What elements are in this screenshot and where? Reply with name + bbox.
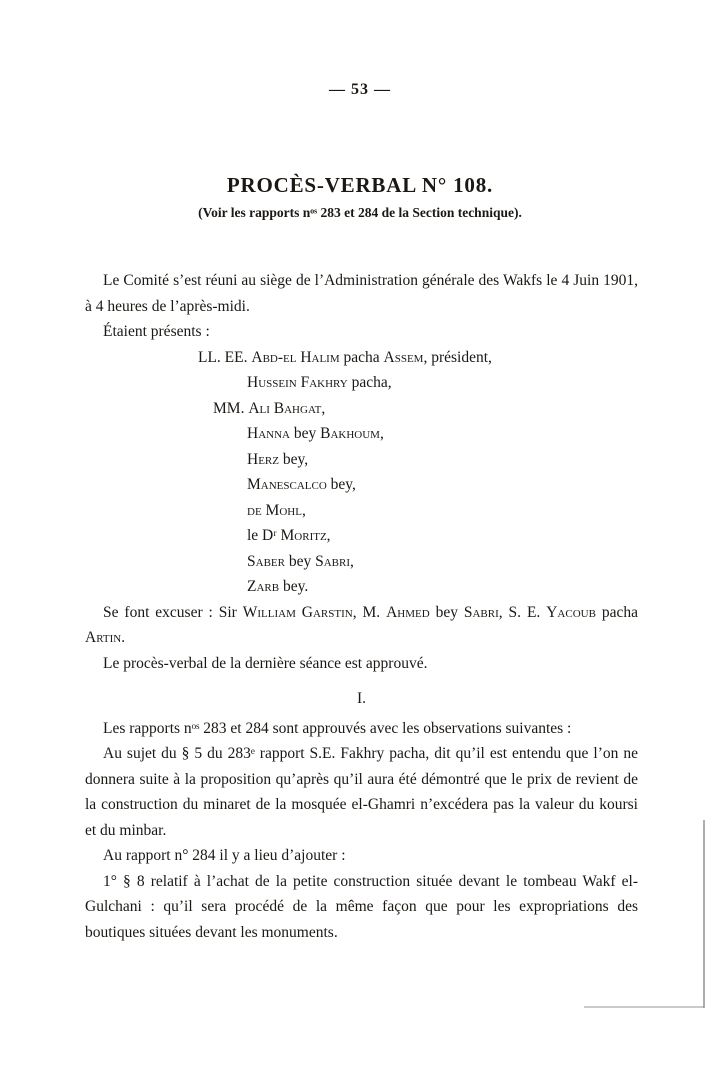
text-segment: Hussein Fakhry (247, 374, 348, 391)
text-segment: le Dʳ (247, 527, 281, 544)
text-segment: Ali Bahgat (248, 399, 322, 417)
text-segment: Saber (247, 552, 285, 570)
text-segment: , (350, 552, 354, 570)
text-segment: bey (289, 425, 321, 442)
attendee-line (198, 498, 638, 524)
text-segment: Yacoub (546, 603, 596, 621)
text-segment: bey. (279, 578, 309, 595)
text-segment: Abd-el Halim (251, 348, 340, 366)
attendee-line (198, 396, 638, 422)
text-segment: Artin (85, 629, 122, 646)
attendee-line (198, 523, 638, 549)
page-number: — 53 — (329, 81, 391, 98)
attendee-list (198, 345, 638, 600)
text-segment: Se font excuser : Sir (103, 603, 243, 621)
paragraph-excused (85, 600, 638, 651)
scan-artifact-horizontal-line (584, 1006, 704, 1008)
text-segment: , (379, 425, 384, 442)
page-title: PROCÈS-VERBAL N° 108. (226, 173, 494, 197)
text-segment: , (326, 527, 331, 544)
paragraph-present-label: Étaient présents : (103, 323, 210, 340)
text-segment: , S. E. (498, 603, 547, 621)
text-segment: bey (284, 552, 316, 570)
attendee-line (198, 574, 638, 600)
text-segment: William Garstin (242, 603, 353, 621)
text-segment: bey, (278, 450, 309, 468)
text-segment: bey (429, 603, 464, 621)
text-segment: bey, (326, 476, 356, 493)
attendee-line (198, 345, 638, 371)
text-segment: Sabri (463, 603, 499, 621)
paragraph-minaret: Au sujet du § 5 du 283ᵉ rapport S.E. Fakhry pacha, dit qu’il est entendu que l’on ne donnera suite à la proposition qu’après qu’il aura été démontré que le prix de revient de la construction du minaret de la mosquée el-Ghamri n’excédera pas la valeur du koursi et du minbar. (85, 745, 638, 839)
scan-artifact-vertical-line (703, 820, 705, 1008)
text-segment: Manescalco (247, 476, 327, 493)
text-segment: pacha (339, 348, 384, 366)
paragraph-reports: Les rapports nᵒˢ 283 et 284 sont approuvés avec les observations suivantes : (103, 719, 572, 737)
paragraph-report-284: Au rapport n° 284 il y a lieu d’ajouter : (103, 847, 346, 864)
document-body (85, 268, 638, 945)
text-segment: , (301, 501, 306, 519)
attendee-line (198, 370, 638, 396)
text-segment: Assem (383, 348, 424, 366)
attendee-line (198, 447, 638, 473)
text-segment: Bakhoum (320, 425, 380, 442)
paragraph-approval: Le procès-verbal de la dernière séance est approuvé. (103, 654, 428, 672)
text-segment: pacha (595, 603, 638, 621)
text-segment: , président, (423, 348, 492, 366)
text-segment: , (321, 399, 326, 417)
text-segment: Hanna (247, 425, 290, 442)
text-segment: Zarb (247, 578, 280, 595)
attendee-line (198, 549, 638, 575)
text-segment: , M. (352, 603, 387, 621)
text-segment: Ahmed (386, 603, 430, 621)
text-segment: pacha, (347, 374, 392, 391)
paragraph-gulchani: 1° § 8 relatif à l’achat de la petite construction située devant le tombeau Wakf el-Gulchani : qu’il sera procédé de la même façon que pour les expropriations des boutiques situées devant les monuments. (85, 872, 638, 941)
paragraph-intro: Le Comité s’est réuni au siège de l’Administration générale des Wakfs le 4 Juin 1901, à 4 heures de l’après-midi. (85, 272, 638, 315)
section-heading: I. (356, 690, 367, 707)
text-segment: Sabri (315, 552, 351, 570)
attendee-line (198, 472, 638, 498)
text-segment: Moritz (280, 527, 327, 544)
text-segment: MM. (213, 399, 249, 417)
text-segment: Herz (247, 450, 279, 468)
text-segment: de Mohl (247, 501, 302, 519)
text-segment: LL. EE. (198, 348, 252, 366)
page-subtitle: (Voir les rapports nᵒˢ 283 et 284 de la Section technique). (198, 205, 522, 220)
attendee-line (198, 421, 638, 447)
text-segment: . (121, 629, 126, 646)
